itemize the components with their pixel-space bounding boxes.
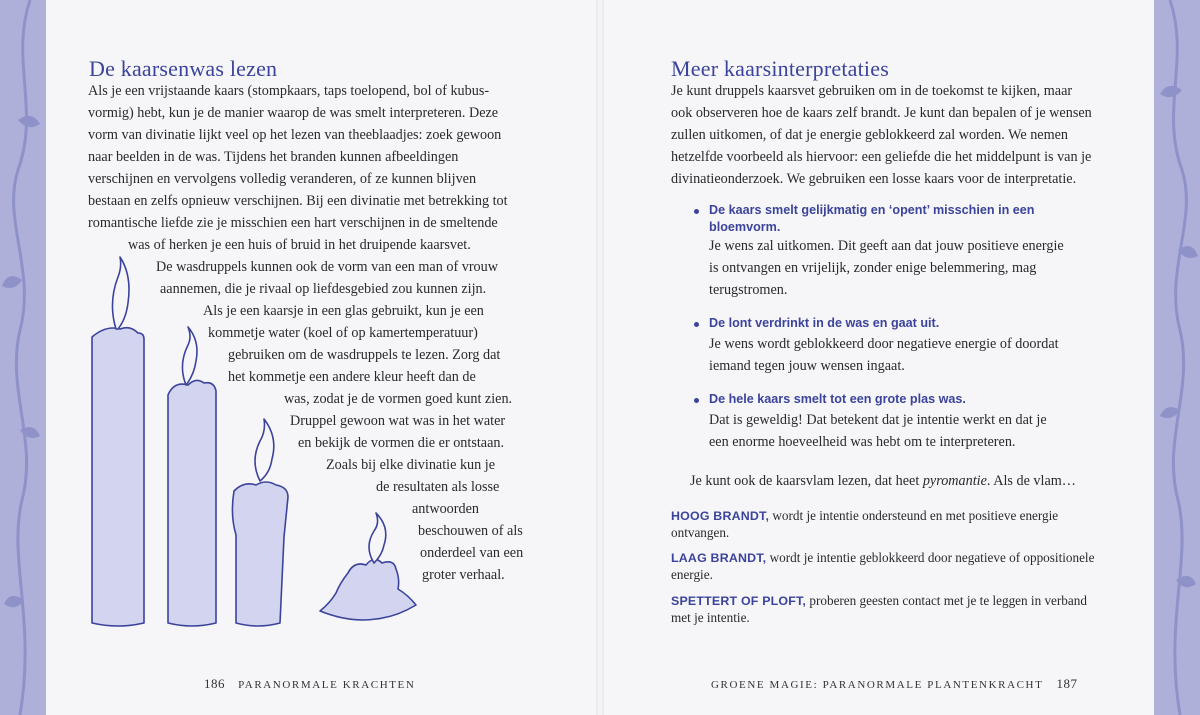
bullet-icon [694, 209, 699, 214]
body-line: was, zodat je de vormen goed kunt zien. [284, 391, 513, 407]
flame-item-cont: ontvangen. [671, 525, 730, 540]
body-line: bestaan en zelfs opnieuw verschijnen. Bij een divinatie met betrekking tot [88, 193, 508, 209]
body-line: De wasdruppels kunnen ook de vorm van een man of vrouw [156, 259, 498, 275]
left-decorative-border [0, 0, 46, 715]
right-page [600, 0, 1154, 715]
book-gutter [596, 0, 604, 715]
right-decorative-border [1154, 0, 1200, 715]
floral-ornament-icon [1154, 0, 1200, 715]
body-line: en bekijk de vormen die er ontstaan. [298, 435, 505, 451]
candles-illustration [76, 255, 516, 655]
body-line: naar beelden in de was. Tijdens het branden kunnen afbeeldingen [88, 149, 459, 165]
bullet-text: Je wens wordt geblokkeerd door negatieve energie of doordat [709, 336, 1059, 352]
bullet-icon [694, 322, 699, 327]
intro-line: ook observeren hoe de kaars zelf brandt. Je kunt dan bepalen of je wensen [671, 105, 1092, 121]
body-line: Als je een kaarsje in een glas gebruikt, kun je een [203, 303, 484, 319]
body-line: vormig) hebt, kun je de manier waarop de was smelt interpreteren. Deze [88, 105, 499, 121]
bullet-text: een enorme hoeveelheid was hebt om te interpreteren. [709, 434, 1016, 450]
flame-text: proberen geesten contact met je te leggen in verband [806, 593, 1087, 608]
bullet-heading: bloemvorm. [709, 220, 781, 234]
page-number: 187 [1056, 676, 1078, 691]
body-line: antwoorden [412, 501, 479, 517]
right-heading: Meer kaarsinterpretaties [671, 56, 889, 81]
body-line: aannemen, die je rivaal op liefdesgebied zou kunnen zijn. [160, 281, 487, 297]
flame-key: HOOG BRANDT, [671, 509, 770, 523]
body-line: was of herken je een huis of bruid in het druipende kaarsvet. [128, 237, 471, 253]
flame-item [671, 593, 1087, 609]
body-line: het kommetje een andere kleur heeft dan de [228, 369, 476, 385]
bullet-heading: De lont verdrinkt in de was en gaat uit. [709, 316, 940, 330]
intro-line: hetzelfde voorbeeld als hiervoor: een geliefde die het middelpunt is van je [671, 149, 1092, 165]
bullet-text: is ontvangen en vrijelijk, zonder enige belemmering, mag [709, 260, 1037, 276]
flame-text: wordt je intentie ondersteund en met positieve energie [769, 508, 1059, 523]
body-line: onderdeel van een [420, 545, 524, 561]
running-title: PARANORMALE KRACHTEN [238, 679, 416, 691]
flame-item [671, 550, 1094, 566]
pyro-term: pyromantie [922, 473, 987, 489]
body-line: groter verhaal. [422, 567, 505, 583]
bullet-heading: De kaars smelt gelijkmatig en ‘opent’ misschien in een [709, 203, 1035, 217]
body-line: kommetje water (koel of op kamertemperatuur) [208, 325, 478, 341]
flame-key: LAAG BRANDT, [671, 551, 767, 565]
flame-item [671, 508, 1058, 524]
body-line: romantische liefde zie je misschien een hart verschijnen in de smeltende [88, 215, 498, 231]
body-line: Zoals bij elke divinatie kun je [326, 457, 496, 473]
body-line: de resultaten als losse [376, 479, 500, 495]
flame-item-cont: met je intentie. [671, 610, 750, 625]
pyro-text-end: . Als de vlam… [986, 473, 1076, 489]
body-line: verschijnen en vervolgens volledig veranderen, of ze kunnen blijven [88, 171, 477, 187]
bullet-icon [694, 398, 699, 403]
running-title: GROENE MAGIE: PARANORMALE PLANTENKRACHT [711, 679, 1044, 691]
bullet-text: Dat is geweldig! Dat betekent dat je intentie werkt en dat je [709, 412, 1047, 428]
pyro-text: Je kunt ook de kaarsvlam lezen, dat heet [690, 473, 923, 489]
page-number: 186 [204, 676, 225, 691]
bullet-text: terugstromen. [709, 282, 788, 298]
flame-key: SPETTERT OF PLOFT, [671, 594, 807, 608]
left-page [46, 0, 600, 715]
left-heading: De kaarsenwas lezen [89, 56, 278, 81]
bullet-text: Je wens zal uitkomen. Dit geeft aan dat jouw positieve energie [709, 238, 1064, 254]
body-line: vorm van divinatie lijkt veel op het lezen van theeblaadjes: zoek gewoon [88, 127, 502, 143]
intro-line: zullen uitkomen, of dat je energie geblokkeerd zal worden. We nemen [671, 127, 1069, 143]
flame-item-cont: energie. [671, 567, 713, 582]
body-line: Druppel gewoon wat was in het water [290, 413, 506, 429]
flame-text: wordt je intentie geblokkeerd door negatieve of oppositionele [766, 550, 1095, 565]
body-line: beschouwen of als [418, 523, 523, 539]
intro-line: Je kunt druppels kaarsvet gebruiken om in de toekomst te kijken, maar [671, 83, 1073, 99]
bullet-heading: De hele kaars smelt tot een grote plas was. [709, 392, 966, 406]
right-footer [711, 676, 1077, 692]
bullet-text: iemand tegen jouw wensen ingaat. [709, 358, 905, 374]
body-line: Als je een vrijstaande kaars (stompkaars, taps toelopend, bol of kubus- [88, 83, 490, 99]
pyromantie-line [690, 470, 1076, 492]
left-footer [204, 676, 415, 692]
body-line: gebruiken om de wasdruppels te lezen. Zorg dat [228, 347, 501, 363]
intro-line: divinatieonderzoek. We gebruiken een losse kaars voor de interpretatie. [671, 171, 1077, 187]
floral-ornament-icon [0, 0, 46, 715]
